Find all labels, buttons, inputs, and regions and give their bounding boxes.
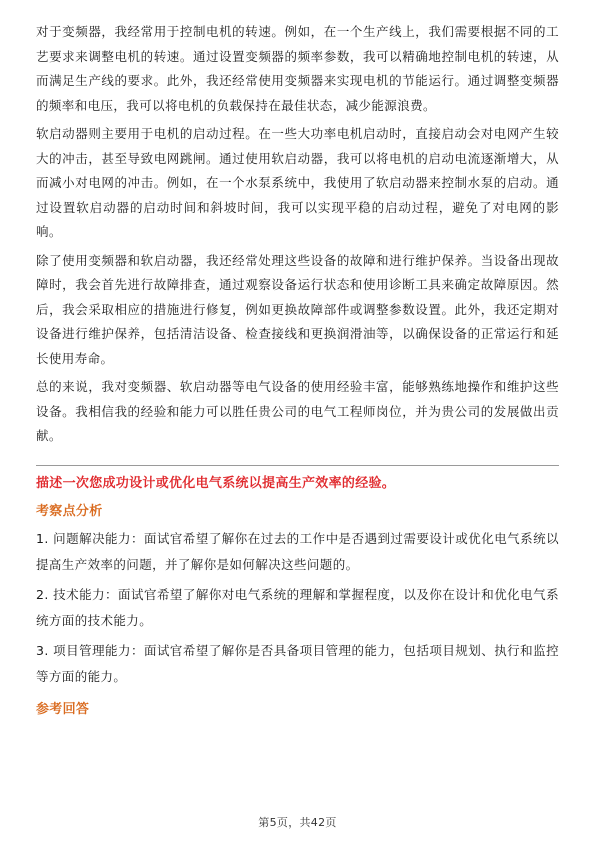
document-page xyxy=(36,20,559,722)
analysis-point: 1. 问题解决能力：面试官希望了解你在过去的工作中是否遇到过需要设计或优化电气系统以提高生产效率的问题，并了解你是如何解决这些问题的。 xyxy=(36,530,559,572)
interview-question: 描述一次您成功设计或优化电气系统以提高生产效率的经验。 xyxy=(36,475,396,491)
page-footer: 第5页，共42页 xyxy=(258,816,337,829)
analysis-heading: 考察点分析 xyxy=(36,503,103,519)
answer-heading: 参考回答 xyxy=(36,701,90,717)
body-paragraph: 除了使用变频器和软启动器，我还经常处理这些设备的故障和进行维护保养。当设备出现故障时，我会首先进行故障排查，通过观察设备运行状态和使用诊断工具来确定故障原因。然后，我会采取相应的措施进行修复，例如更换故障部件或调整参数设置。此外，我还定期对设备进行维护保养，包括清洁设备、检查接线和更换润滑油等，以确保设备的正常运行和延长使用寿命。 xyxy=(36,252,559,366)
body-paragraph: 软启动器则主要用于电机的启动过程。在一些大功率电机启动时，直接启动会对电网产生较大的冲击，甚至导致电网跳闸。通过使用软启动器，我可以将电机的启动电流逐渐增大，从而减小对电网的冲击。例如，在一个水泵系统中，我使用了软启动器来控制水泵的启动。通过设置软启动器的启动时间和斜坡时间，我可以实现平稳的启动过程，避免了对电网的影响。 xyxy=(36,126,559,239)
body-paragraph: 总的来说，我对变频器、软启动器等电气设备的使用经验丰富，能够熟练地操作和维护这些设备。我相信我的经验和能力可以胜任贵公司的电气工程师岗位，并为贵公司的发展做出贡献。 xyxy=(36,379,559,443)
body-paragraph: 对于变频器，我经常用于控制电机的转速。例如，在一个生产线上，我们需要根据不同的工艺要求来调整电机的转速。通过设置变频器的频率参数，我可以精确地控制电机的转速，从而满足生产线的要求。此外，我还经常使用变频器来实现电机的节能运行。通过调整变频器的频率和电压，我可以将电机的负载保持在最佳状态，减少能源浪费。 xyxy=(36,24,559,113)
analysis-point: 2. 技术能力：面试官希望了解你对电气系统的理解和掌握程度，以及你在设计和优化电气系统方面的技术能力。 xyxy=(36,586,559,628)
section-divider xyxy=(36,465,559,466)
analysis-point: 3. 项目管理能力：面试官希望了解你是否具备项目管理的能力，包括项目规划、执行和监控等方面的能力。 xyxy=(36,642,559,684)
